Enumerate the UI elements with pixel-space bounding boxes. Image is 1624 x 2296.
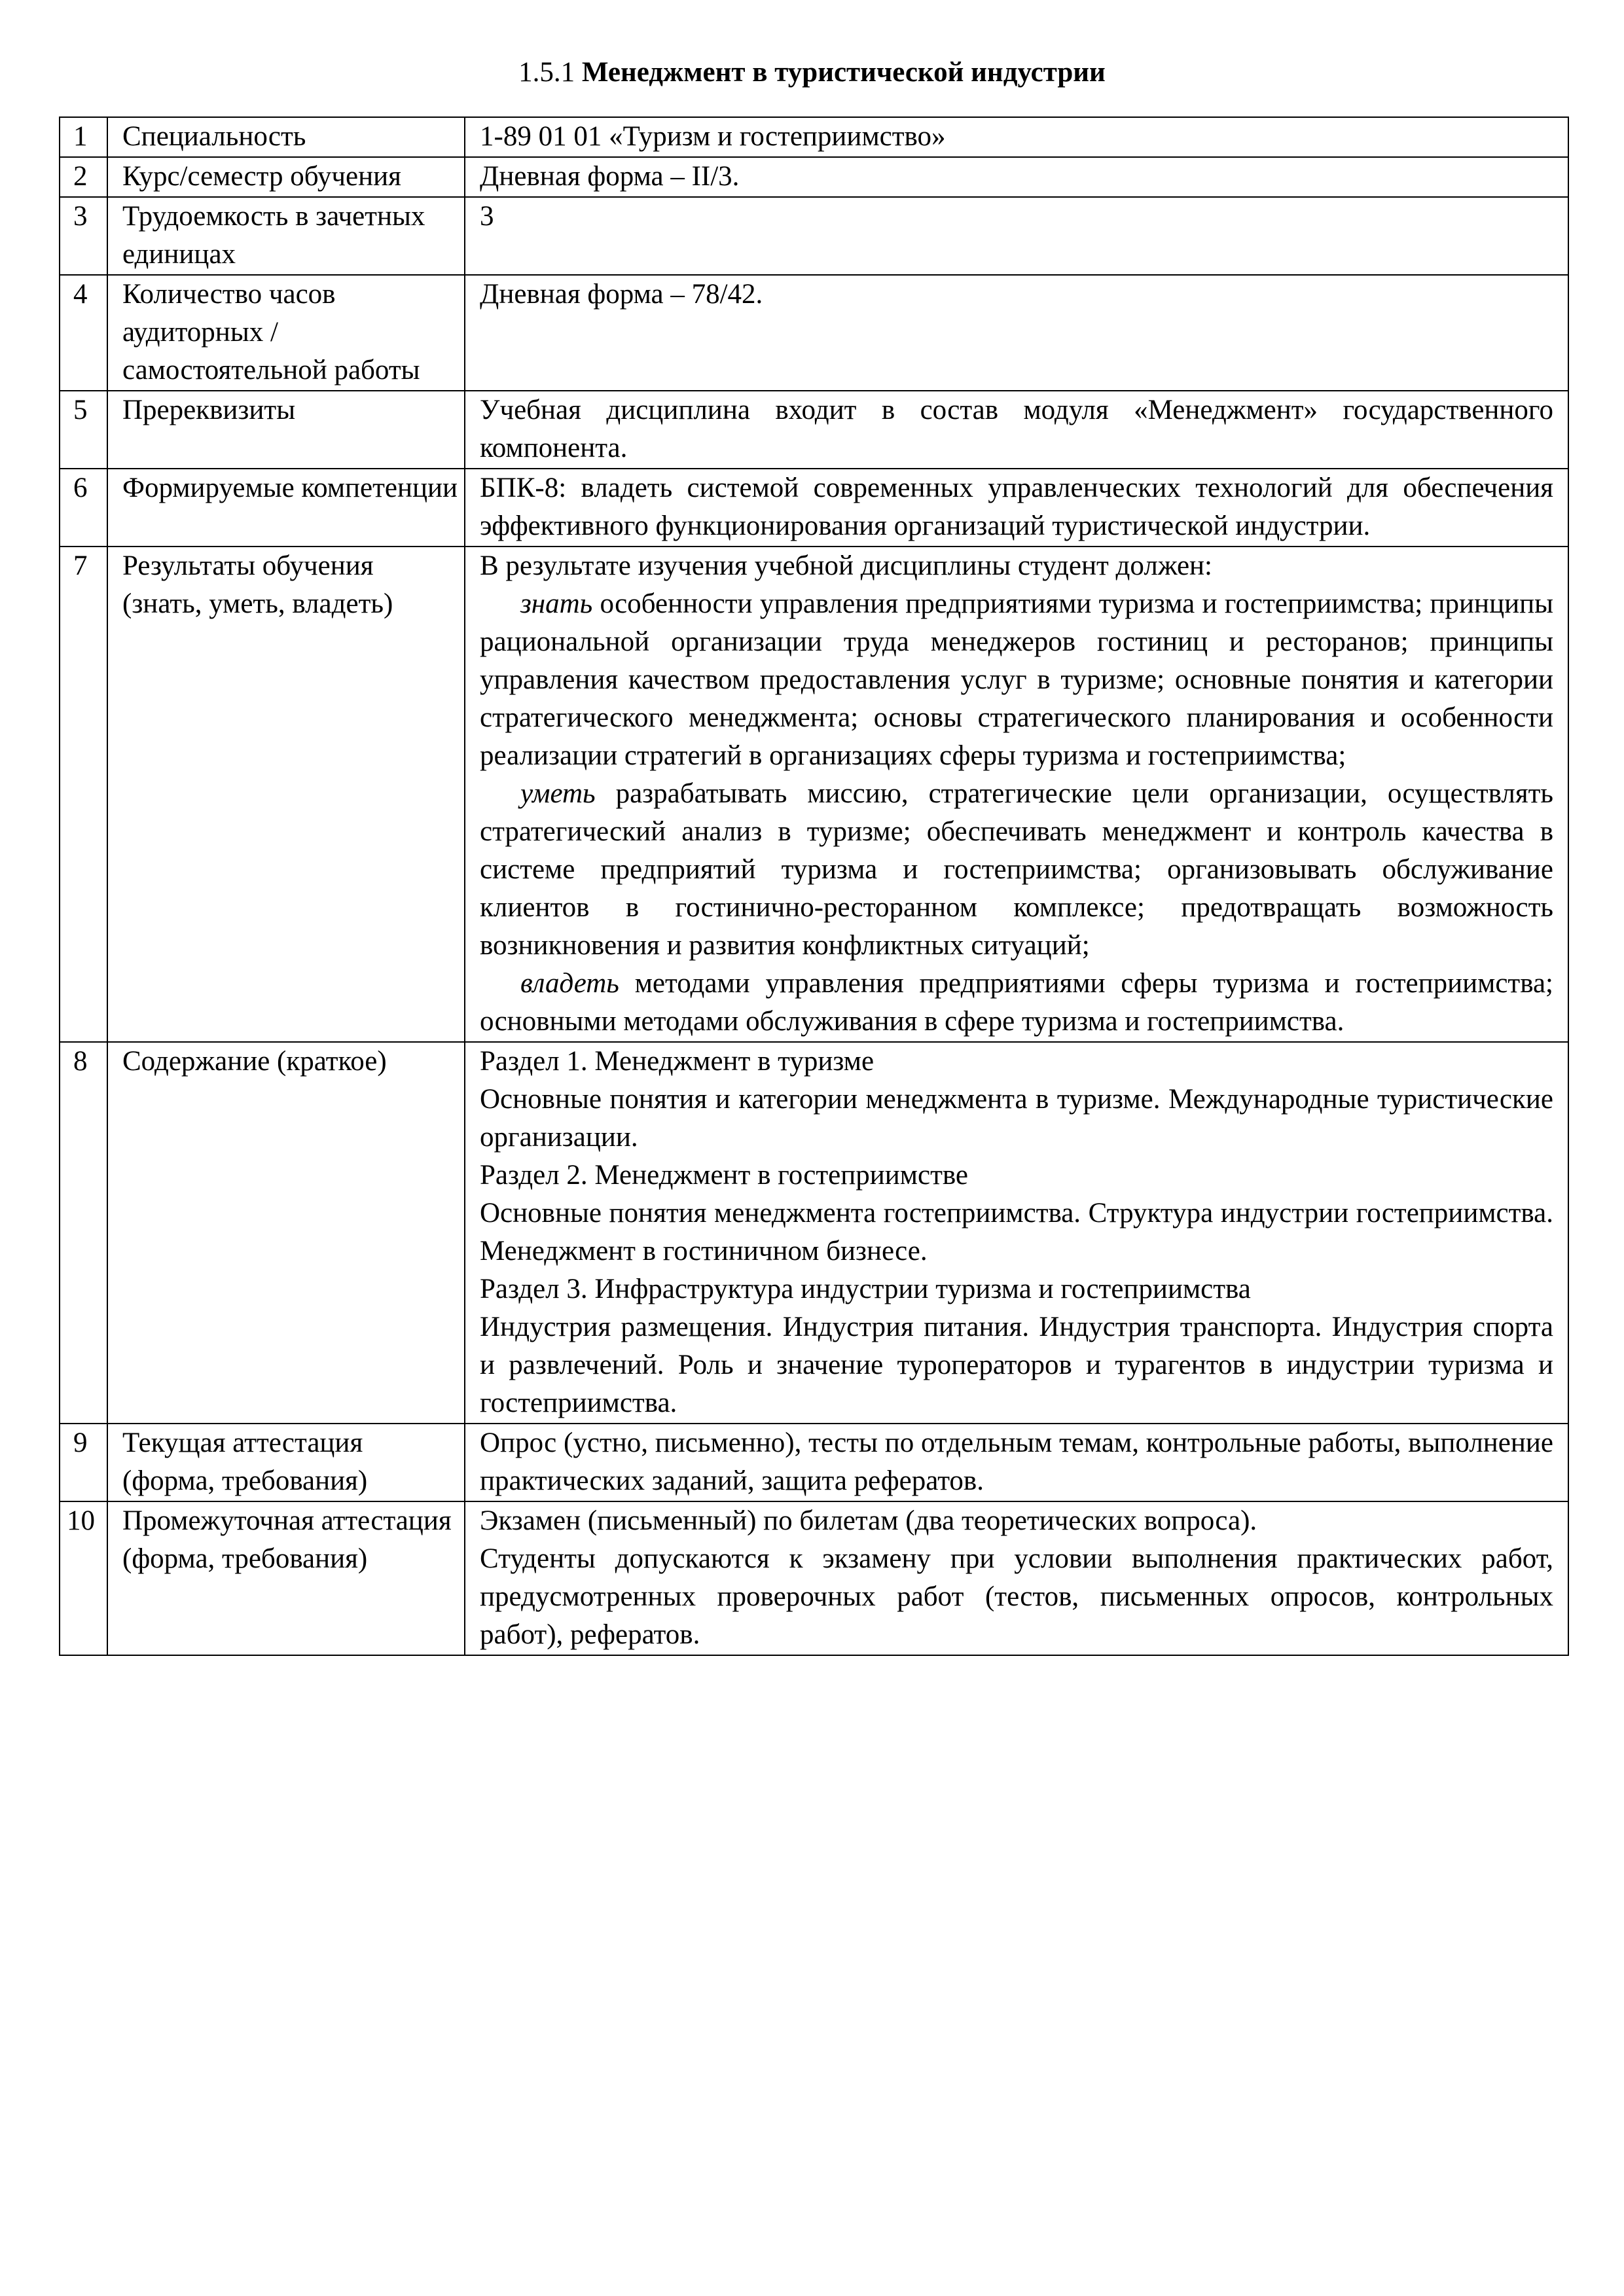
row-label: Количество часов аудиторных / самостоятельной работы: [107, 275, 465, 391]
know-text: особенности управления предприятиями туризма и гостеприимства; принципы рациональной организации труда менеджеров гостиниц и ресторанов; принципы управления качеством предоставления услуг в туризме; основные понятия и категории стратегического менеджмента; основы стратегического планирования и особенности реализации стратегий в организациях сферы туризма и гостеприимства;: [480, 588, 1553, 771]
exam-line: Экзамен (письменный) по билетам (два теоретических вопроса).: [480, 1505, 1257, 1536]
page-title: [0, 54, 1624, 92]
row-number: 7: [60, 547, 107, 1042]
table-row: [60, 469, 1568, 547]
row-value: [465, 275, 1568, 391]
row-label: Курс/семестр обучения: [107, 157, 465, 197]
title-text: Менеджмент в туристической индустрии: [581, 57, 1106, 88]
value-text: Учебная дисциплина входит в состав модуля «Менеджмент» государственного компонента.: [480, 395, 1553, 463]
value-text: Дневная форма – II/3.: [480, 161, 740, 192]
table-row: [60, 117, 1568, 157]
results-intro: В результате изучения учебной дисциплины студент должен:: [480, 550, 1213, 581]
row-value: [465, 1424, 1568, 1501]
can-text: разрабатывать миссию, стратегические цели организации, осуществлять стратегический анализ в туризме; обеспечивать менеджмент и контроль качества в системе предприятий туризма и гостеприимства; организовывать обслуживание клиентов в гостинично-ресторанном комплексе; предотвращать возможность возникновения и развития конфликтных ситуаций;: [480, 778, 1553, 961]
row-value: [465, 469, 1568, 547]
row-value: [465, 117, 1568, 157]
row-number: 6: [60, 469, 107, 547]
row-label: Трудоемкость в зачетных единицах: [107, 197, 465, 275]
section-heading: Раздел 1. Менеджмент в туризме: [480, 1046, 875, 1077]
results-master: [480, 965, 1553, 1041]
title-number: 1.5.1: [518, 57, 575, 88]
term-know: знать: [520, 588, 593, 619]
row-label: Формируемые компетенции: [107, 469, 465, 547]
section-text: Основные понятия и категории менеджмента в туризме. Международные туристические организации.: [480, 1084, 1553, 1153]
row-number: 8: [60, 1042, 107, 1424]
row-label: Содержание (краткое): [107, 1042, 465, 1424]
row-number: 2: [60, 157, 107, 197]
value-text: Дневная форма – 78/42.: [480, 279, 763, 310]
row-label: Пререквизиты: [107, 391, 465, 469]
table-row: [60, 197, 1568, 275]
row-value: [465, 197, 1568, 275]
table-row: [60, 547, 1568, 1042]
section-text: Индустрия размещения. Индустрия питания. Индустрия транспорта. Индустрия спорта и развлечений. Роль и значение туроператоров и турагентов в индустрии туризма и гостеприимства.: [480, 1312, 1553, 1418]
row-number: 5: [60, 391, 107, 469]
row-number: 1: [60, 117, 107, 157]
section-text: Основные понятия менеджмента гостеприимства. Структура индустрии гостеприимства. Менеджмент в гостиничном бизнесе.: [480, 1198, 1553, 1266]
row-number: 10: [60, 1501, 107, 1655]
value-text: Опрос (устно, письменно), тесты по отдельным темам, контрольные работы, выполнение практических заданий, защита рефератов.: [480, 1427, 1553, 1496]
table-row: [60, 275, 1568, 391]
value-text: 1-89 01 01 «Туризм и гостеприимство»: [480, 121, 946, 152]
course-info-table: [59, 117, 1569, 1656]
table-row: [60, 391, 1568, 469]
row-value: [465, 391, 1568, 469]
term-master: владеть: [520, 968, 619, 999]
table-row: [60, 1042, 1568, 1424]
row-value: [465, 157, 1568, 197]
value-text: БПК-8: владеть системой современных управленческих технологий для обеспечения эффективного функционирования организаций туристической индустрии.: [480, 473, 1553, 541]
section-heading: Раздел 3. Инфраструктура индустрии туризма и гостеприимства: [480, 1274, 1251, 1304]
row-number: 9: [60, 1424, 107, 1501]
row-label: Результаты обучения (знать, уметь, владеть): [107, 547, 465, 1042]
value-text: 3: [480, 201, 494, 232]
table-row: [60, 157, 1568, 197]
row-value: [465, 1042, 1568, 1424]
row-value: [465, 547, 1568, 1042]
row-number: 3: [60, 197, 107, 275]
table-row: [60, 1424, 1568, 1501]
row-number: 4: [60, 275, 107, 391]
table-row: [60, 1501, 1568, 1655]
row-label: Текущая аттестация (форма, требования): [107, 1424, 465, 1501]
results-can: [480, 775, 1553, 965]
exam-conditions: Студенты допускаются к экзамену при условии выполнения практических работ, предусмотренных проверочных работ (тестов, письменных опросов, контрольных работ), рефератов.: [480, 1543, 1553, 1650]
term-can: уметь: [520, 778, 596, 809]
row-label: Специальность: [107, 117, 465, 157]
row-value: [465, 1501, 1568, 1655]
row-label: Промежуточная аттестация (форма, требования): [107, 1501, 465, 1655]
results-know: [480, 585, 1553, 775]
master-text: методами управления предприятиями сферы туризма и гостеприимства; основными методами обслуживания в сфере туризма и гостеприимства.: [480, 968, 1553, 1037]
section-heading: Раздел 2. Менеджмент в гостеприимстве: [480, 1160, 969, 1191]
